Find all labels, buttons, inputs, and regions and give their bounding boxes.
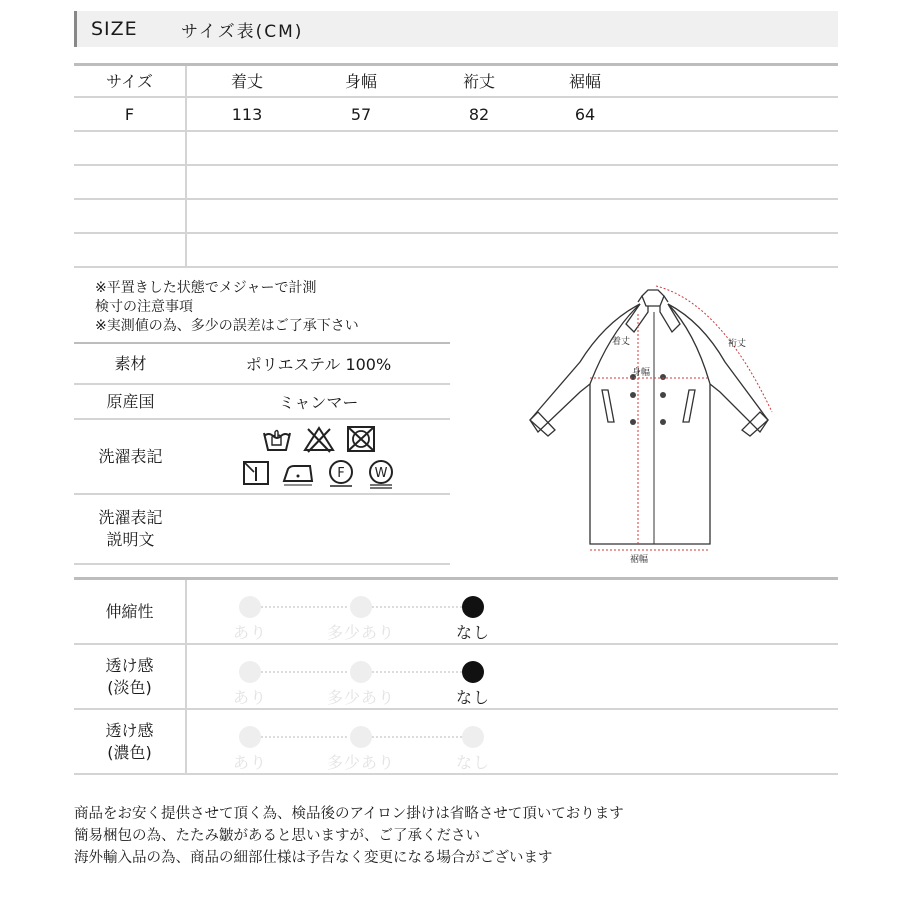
footer-notes [74,803,624,869]
origin-value: ミャンマー [278,393,359,412]
scale-label-selected: なし [455,623,490,642]
material-value: ポリエステル 100% [245,355,392,374]
material-row [74,344,450,385]
size-header-subtitle: サイズ表(CM) [181,21,304,42]
size-table [74,63,838,268]
column-header-hem: 裾幅 [568,72,601,91]
transparency-dark-scale [187,710,838,773]
stretch-label: 伸縮性 [74,580,187,643]
care-description-value [187,495,450,563]
stretch-row [74,580,838,645]
chest-diagram-label: 身幅 [632,368,651,378]
line-dry-shade-icon [242,459,270,487]
value-hem: 64 [574,105,596,124]
length-diagram-label: 着丈 [612,337,631,347]
svg-text:F: F [336,465,345,481]
hand-wash-icon [261,425,293,453]
label-line: 透け感 [105,655,154,675]
fabric-feel-table [74,577,838,775]
note-line: ※平置きした状態でメジャーで計測 [95,280,317,296]
care-row [74,420,450,495]
size-row [74,98,838,132]
measurement-notes [95,279,359,336]
size-header [74,11,838,47]
scale-dot [350,726,372,748]
scale-dot [350,596,372,618]
no-bleach-icon [303,425,335,453]
value-length: 113 [231,105,263,124]
care-description-label-line: 洗濯表記 [98,508,163,527]
empty-row [74,166,838,200]
no-tumble-dry-icon [345,425,377,453]
scale-dot [350,661,372,683]
sleeve-measure-line [656,286,772,412]
transparency-light-label [74,645,187,708]
transparency-light-row [74,645,838,710]
label-line: (淡色) [107,677,152,697]
stretch-scale [187,580,838,643]
column-header-chest: 身幅 [344,72,377,91]
label-line: 透け感 [105,720,154,740]
scale-label: なし [455,753,490,772]
size-column-header: サイズ [74,66,187,98]
coat-left-pocket [602,390,614,422]
dry-clean-f-icon [326,459,356,489]
size-header-label: SIZE [91,18,138,40]
note-line: 検寸の注意事項 [95,299,193,315]
scale-label: あり [232,688,267,707]
footer-line: 商品をお安く提供させて頂く為、検品後のアイロン掛けは省略させて頂いております [74,806,624,822]
value-chest: 57 [350,105,372,124]
empty-row [74,132,838,166]
scale-label: 多少あり [326,623,395,642]
column-header-sleeve: 裄丈 [462,72,495,91]
note-line: ※実測値の為、多少の誤差はご了承下さい [95,318,359,334]
empty-row [74,234,838,268]
empty-row [74,200,838,234]
column-header-length: 着丈 [230,72,263,91]
scale-dot [462,726,484,748]
transparency-dark-row [74,710,838,775]
coat-measurement-diagram [520,282,790,572]
material-label: 素材 [114,353,147,373]
scale-label: あり [232,623,267,642]
scale-dot [239,596,261,618]
origin-row [74,385,450,420]
svg-text:W: W [374,465,387,481]
product-info-table [74,342,450,565]
transparency-dark-label [74,710,187,773]
care-description-row [74,495,450,565]
sleeve-diagram-label: 裄丈 [728,339,747,349]
value-sleeve: 82 [468,105,490,124]
scale-dot [239,726,261,748]
transparency-light-scale [187,645,838,708]
wet-clean-w-icon [366,459,396,489]
footer-line: 簡易梱包の為、たたみ皺があると思いますが、ご了承ください [74,828,480,844]
scale-dot-selected [462,596,484,618]
care-description-label-line: 説明文 [106,530,155,549]
iron-low-icon [280,459,316,487]
care-label: 洗濯表記 [98,446,163,466]
scale-label: あり [232,753,267,772]
label-line: (濃色) [107,742,152,762]
hem-diagram-label: 裾幅 [630,555,649,565]
scale-dot-selected [462,661,484,683]
scale-label: 多少あり [326,688,395,707]
care-description-label [74,495,187,563]
coat-right-pocket [683,390,695,422]
scale-label: 多少あり [326,753,395,772]
size-table-header-row [74,66,838,98]
coat-collar [642,290,664,306]
size-value: F [74,98,187,130]
footer-line: 海外輸入品の為、商品の細部仕様は予告なく変更になる場合がございます [74,850,553,866]
origin-label: 原産国 [106,391,155,411]
scale-label-selected: なし [455,688,490,707]
scale-dot [239,661,261,683]
